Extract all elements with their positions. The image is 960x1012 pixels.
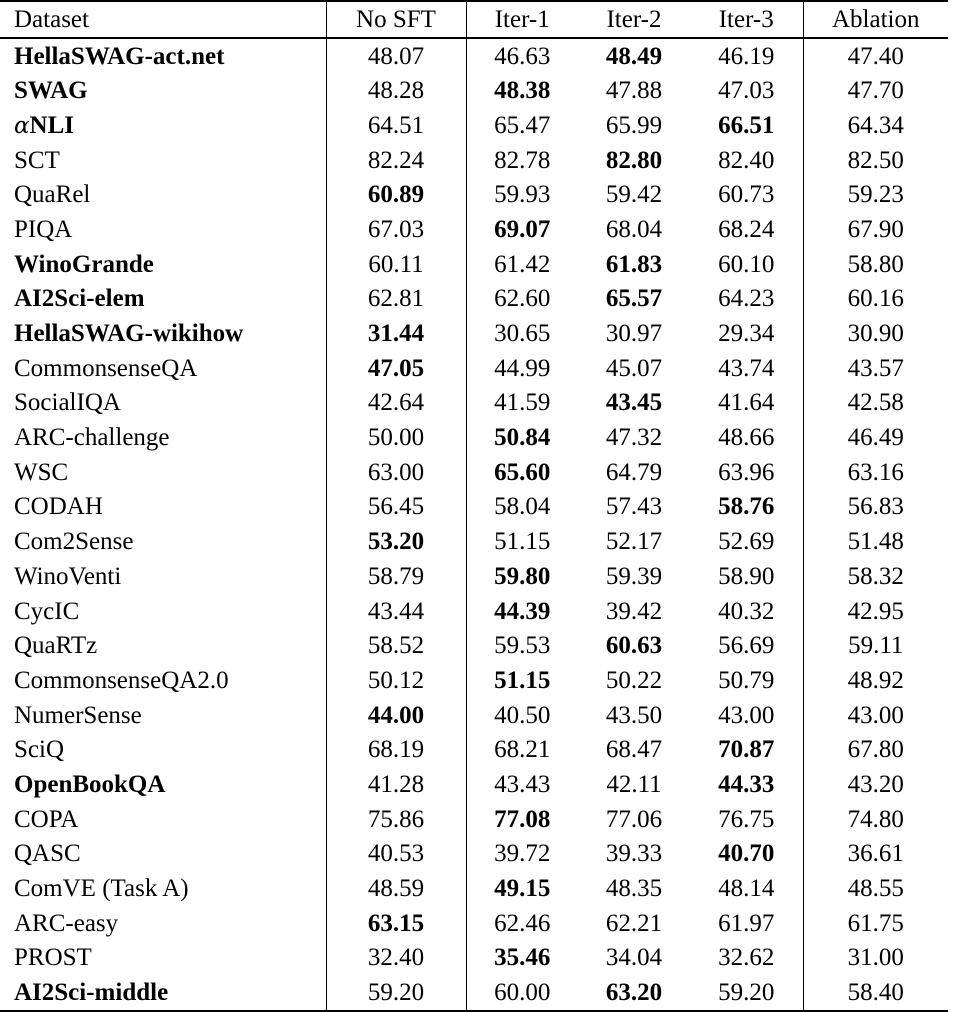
table-body: [0, 38, 948, 1011]
dataset-name-cell: COPA: [0, 802, 326, 837]
score-cell-iter-3: 68.24: [690, 212, 803, 247]
table-row: [0, 906, 948, 941]
score-cell-iter-3: 29.34: [690, 316, 803, 351]
dataset-name-cell: AI2Sci-elem: [0, 282, 326, 317]
score-cell-iter-2: 47.32: [605, 424, 663, 452]
dataset-name-cell: OpenBookQA: [0, 767, 326, 802]
table-row: [0, 282, 948, 317]
score-cell-iter-1: 62.60: [494, 285, 551, 313]
dataset-name-cell: WinoGrande: [0, 247, 326, 282]
dataset-name-cell: SciQ: [0, 732, 326, 767]
score-cell-iter-2: 59.39: [605, 562, 663, 590]
score-cell-iter-2: 42.11: [606, 770, 662, 798]
score-cell-iter-3: 70.87: [690, 732, 803, 767]
score-cell-no-sft: 63.15: [326, 906, 466, 941]
column-header-ablation: Ablation: [803, 1, 948, 38]
score-cell-iter-3: 50.79: [690, 663, 803, 698]
score-cell-iter-2: 50.22: [605, 666, 663, 694]
score-cell-no-sft: 48.28: [326, 73, 466, 108]
score-cell-iter-3: 52.69: [690, 524, 803, 559]
score-cell-no-sft: 62.81: [326, 282, 466, 317]
score-cell-iter-2: 43.45: [605, 389, 663, 417]
score-cell-no-sft: 67.03: [326, 212, 466, 247]
score-cell-ablation: 46.49: [847, 424, 904, 452]
score-cell-iter-1: 69.07: [494, 215, 551, 243]
score-cell-iter-2: 43.50: [605, 701, 663, 729]
score-cell-iter-1: 41.59: [494, 389, 551, 417]
table-row: [0, 490, 948, 525]
table-row: [0, 941, 948, 976]
score-cell-iter-3: 82.40: [690, 143, 803, 178]
score-cell-no-sft: 60.11: [326, 247, 466, 282]
score-cell-iter-1: 50.84: [494, 424, 551, 452]
score-cell-ablation: 74.80: [847, 805, 904, 833]
score-cell-ablation: 43.57: [847, 354, 904, 382]
score-cell-iter-2: 47.88: [605, 77, 663, 105]
score-cell-ablation: 43.00: [847, 701, 904, 729]
score-cell-iter-3: 76.75: [690, 802, 803, 837]
dataset-name-cell: CODAH: [0, 490, 326, 525]
score-cell-no-sft: 32.40: [326, 941, 466, 976]
column-header-iter-2: Iter-2: [578, 1, 690, 38]
score-cell-no-sft: 63.00: [326, 455, 466, 490]
dataset-name-cell: SCT: [0, 143, 326, 178]
score-cell-iter-2: 64.79: [605, 458, 663, 486]
score-cell-iter-1: 68.21: [494, 736, 551, 764]
score-cell-iter-2: 59.42: [605, 181, 663, 209]
score-cell-no-sft: 44.00: [326, 698, 466, 733]
score-cell-iter-2: 30.97: [605, 320, 663, 348]
score-cell-ablation: 31.00: [847, 944, 904, 972]
score-cell-iter-1: 46.63: [494, 42, 551, 70]
score-cell-ablation: 48.55: [847, 875, 904, 903]
table-row: [0, 73, 948, 108]
score-cell-iter-2: 61.83: [605, 250, 663, 278]
score-cell-iter-2: 82.80: [605, 146, 663, 174]
score-cell-no-sft: 31.44: [326, 316, 466, 351]
score-cell-no-sft: 50.00: [326, 420, 466, 455]
score-cell-iter-2: 63.20: [578, 975, 690, 1011]
score-cell-no-sft: 58.79: [326, 559, 466, 594]
table-row: [0, 871, 948, 906]
score-cell-no-sft: 82.24: [326, 143, 466, 178]
score-cell-iter-3: 47.03: [690, 73, 803, 108]
table-row: [0, 386, 948, 421]
score-cell-iter-1: 48.38: [494, 77, 551, 105]
score-cell-iter-3: 44.33: [690, 767, 803, 802]
score-cell-iter-2: 77.06: [605, 805, 663, 833]
table-row: [0, 351, 948, 386]
table-row: [0, 420, 948, 455]
score-cell-no-sft: 56.45: [326, 490, 466, 525]
score-cell-iter-3: 43.74: [690, 351, 803, 386]
score-cell-no-sft: 68.19: [326, 732, 466, 767]
score-cell-no-sft: 75.86: [326, 802, 466, 837]
score-cell-iter-1: 82.78: [494, 146, 551, 174]
score-cell-iter-1: 39.72: [494, 840, 551, 868]
score-cell-no-sft: 40.53: [326, 837, 466, 872]
score-cell-iter-3: 41.64: [690, 386, 803, 421]
score-cell-no-sft: 48.59: [326, 871, 466, 906]
table-row: [0, 663, 948, 698]
dataset-name-cell: QuaRTz: [0, 628, 326, 663]
score-cell-iter-3: 48.14: [690, 871, 803, 906]
score-cell-no-sft: 59.20: [326, 975, 466, 1011]
score-cell-iter-3: 46.19: [690, 38, 803, 74]
table-row: [0, 628, 948, 663]
score-cell-iter-1: 59.80: [494, 562, 551, 590]
score-cell-ablation: 63.16: [847, 458, 904, 486]
table-header: [0, 1, 948, 38]
score-cell-ablation: 82.50: [847, 146, 904, 174]
score-cell-ablation: 42.58: [847, 389, 904, 417]
table-header-row: [0, 1, 948, 38]
table-row: [0, 975, 948, 1011]
column-header-no-sft: No SFT: [326, 1, 466, 38]
score-cell-ablation: 47.70: [847, 77, 904, 105]
score-cell-ablation: 42.95: [847, 597, 904, 625]
score-cell-iter-1: 62.46: [494, 909, 551, 937]
score-cell-ablation: 56.83: [847, 493, 904, 521]
score-cell-ablation: 36.61: [847, 840, 904, 868]
dataset-name-cell: HellaSWAG-act.net: [0, 38, 326, 74]
score-cell-iter-1: 59.53: [494, 632, 551, 660]
score-cell-no-sft: 60.89: [326, 177, 466, 212]
table-row: [0, 177, 948, 212]
score-cell-ablation: 59.23: [847, 181, 904, 209]
score-cell-iter-1: 51.15: [494, 666, 551, 694]
score-cell-iter-3: 32.62: [690, 941, 803, 976]
score-cell-no-sft: 42.64: [326, 386, 466, 421]
table-row: [0, 108, 948, 143]
dataset-name-cell: [0, 108, 326, 143]
score-cell-iter-2: 48.35: [605, 875, 663, 903]
table-row: [0, 455, 948, 490]
score-cell-iter-1: 51.15: [494, 528, 551, 556]
score-cell-iter-3: 58.76: [690, 490, 803, 525]
score-cell-ablation: 61.75: [847, 909, 904, 937]
score-cell-iter-1: 65.47: [494, 111, 551, 139]
score-cell-iter-2: 39.42: [605, 597, 663, 625]
score-cell-iter-1: 43.43: [494, 770, 551, 798]
score-cell-ablation: 60.16: [847, 285, 904, 313]
score-cell-iter-2: 68.47: [605, 736, 663, 764]
score-cell-iter-1: 60.00: [466, 975, 578, 1011]
table-row: [0, 524, 948, 559]
table-row: [0, 698, 948, 733]
score-cell-ablation: 59.11: [848, 632, 904, 660]
dataset-name-text: NLI: [29, 111, 75, 139]
score-cell-no-sft: 50.12: [326, 663, 466, 698]
score-cell-no-sft: 53.20: [326, 524, 466, 559]
score-cell-iter-2: 60.63: [605, 632, 663, 660]
score-cell-ablation: 48.92: [847, 666, 904, 694]
dataset-name-cell: SWAG: [0, 73, 326, 108]
alpha-symbol: α: [14, 112, 30, 139]
dataset-name-cell: CommonsenseQA2.0: [0, 663, 326, 698]
score-cell-iter-2: 52.17: [605, 528, 663, 556]
dataset-name-cell: CycIC: [0, 594, 326, 629]
table-row: [0, 594, 948, 629]
score-cell-iter-1: 40.50: [494, 701, 551, 729]
score-cell-iter-1: 49.15: [494, 875, 551, 903]
score-cell-iter-1: 30.65: [494, 320, 551, 348]
dataset-name-cell: QuaRel: [0, 177, 326, 212]
table-row: [0, 802, 948, 837]
score-cell-ablation: 51.48: [847, 528, 904, 556]
score-cell-no-sft: 43.44: [326, 594, 466, 629]
score-cell-iter-1: 61.42: [494, 250, 551, 278]
table-row: [0, 837, 948, 872]
score-cell-no-sft: 58.52: [326, 628, 466, 663]
score-cell-iter-3: 58.90: [690, 559, 803, 594]
table-row: [0, 143, 948, 178]
dataset-name-cell: CommonsenseQA: [0, 351, 326, 386]
score-cell-iter-2: 39.33: [605, 840, 663, 868]
dataset-name-cell: AI2Sci-middle: [0, 975, 326, 1011]
dataset-name-cell: HellaSWAG-wikihow: [0, 316, 326, 351]
table-row: [0, 559, 948, 594]
score-cell-iter-2: 62.21: [605, 909, 663, 937]
score-cell-ablation: 58.40: [803, 975, 948, 1011]
score-cell-iter-3: 60.10: [690, 247, 803, 282]
score-cell-no-sft: 47.05: [326, 351, 466, 386]
score-cell-iter-2: 45.07: [605, 354, 663, 382]
score-cell-ablation: 47.40: [847, 42, 904, 70]
score-cell-iter-3: 61.97: [690, 906, 803, 941]
dataset-name-cell: Com2Sense: [0, 524, 326, 559]
dataset-name-cell: NumerSense: [0, 698, 326, 733]
score-cell-iter-3: 48.66: [690, 420, 803, 455]
score-cell-iter-3: 59.20: [690, 975, 803, 1011]
dataset-name-cell: ARC-easy: [0, 906, 326, 941]
score-cell-no-sft: 64.51: [326, 108, 466, 143]
score-cell-ablation: 64.34: [847, 111, 904, 139]
score-cell-iter-1: 77.08: [494, 805, 551, 833]
score-cell-iter-3: 64.23: [690, 282, 803, 317]
score-cell-iter-1: 35.46: [494, 944, 551, 972]
dataset-name-cell: PIQA: [0, 212, 326, 247]
dataset-name-cell: WinoVenti: [0, 559, 326, 594]
score-cell-no-sft: 41.28: [326, 767, 466, 802]
score-cell-iter-3: 60.73: [690, 177, 803, 212]
score-cell-ablation: 67.80: [847, 736, 904, 764]
score-cell-iter-3: 43.00: [690, 698, 803, 733]
score-cell-iter-3: 40.70: [690, 837, 803, 872]
score-cell-ablation: 43.20: [847, 770, 904, 798]
score-cell-iter-2: 65.57: [605, 285, 663, 313]
score-cell-iter-1: 44.39: [494, 597, 551, 625]
score-cell-iter-1: 44.99: [494, 354, 551, 382]
score-cell-iter-2: 57.43: [605, 493, 663, 521]
dataset-name-cell: ComVE (Task A): [0, 871, 326, 906]
score-cell-iter-1: 58.04: [494, 493, 551, 521]
table-row: [0, 38, 948, 74]
dataset-name-cell: PROST: [0, 941, 326, 976]
table-row: [0, 767, 948, 802]
score-cell-ablation: 67.90: [847, 215, 904, 243]
dataset-name-cell: WSC: [0, 455, 326, 490]
table-row: [0, 316, 948, 351]
score-cell-ablation: 58.32: [847, 562, 904, 590]
score-cell-ablation: 30.90: [847, 320, 904, 348]
score-cell-iter-3: 56.69: [690, 628, 803, 663]
dataset-name-cell: ARC-challenge: [0, 420, 326, 455]
dataset-name-cell: SocialIQA: [0, 386, 326, 421]
score-cell-iter-2: 34.04: [605, 944, 663, 972]
column-header-iter-3: Iter-3: [690, 1, 803, 38]
score-cell-iter-3: 40.32: [690, 594, 803, 629]
score-cell-iter-1: 65.60: [494, 458, 551, 486]
score-cell-iter-3: 63.96: [690, 455, 803, 490]
table-row: [0, 247, 948, 282]
score-cell-iter-3: 66.51: [690, 108, 803, 143]
score-cell-no-sft: 48.07: [326, 38, 466, 74]
dataset-name-cell: QASC: [0, 837, 326, 872]
table-row: [0, 732, 948, 767]
column-header-iter-1: Iter-1: [466, 1, 578, 38]
score-cell-ablation: 58.80: [847, 250, 904, 278]
score-cell-iter-2: 68.04: [605, 215, 663, 243]
column-header-dataset: Dataset: [0, 1, 326, 38]
score-cell-iter-1: 59.93: [494, 181, 551, 209]
table-row: [0, 212, 948, 247]
score-cell-iter-2: 48.49: [605, 42, 663, 70]
score-cell-iter-2: 65.99: [605, 111, 663, 139]
